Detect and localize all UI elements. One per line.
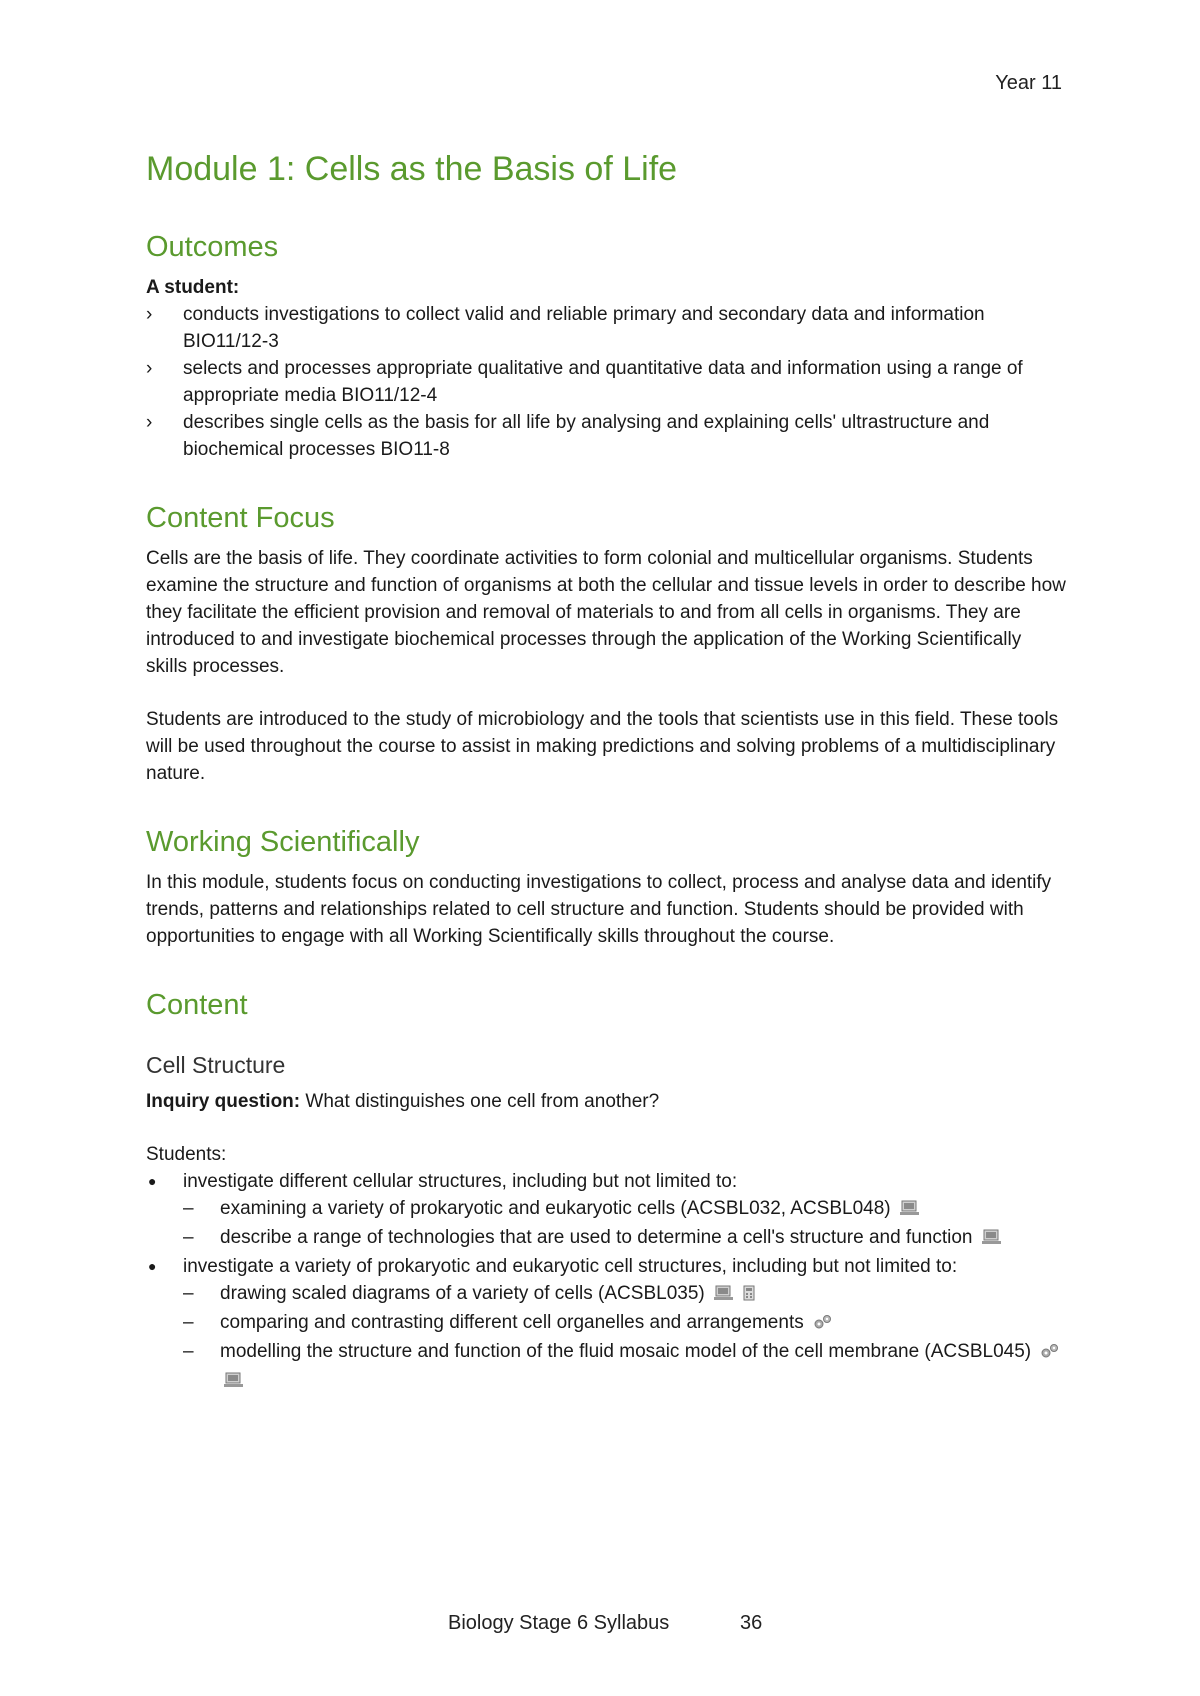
computer-icon — [714, 1282, 734, 1309]
content-sublist — [183, 1195, 1066, 1253]
outcome-text: describes single cells as the basis for all life by analysing and explaining cells' ultrastructure and biochemical processes BIO11-8 — [183, 412, 990, 460]
content-section — [146, 986, 1066, 1396]
calculator-icon — [743, 1282, 755, 1309]
inquiry-question — [146, 1088, 1066, 1115]
dash-bullet: – — [183, 1341, 194, 1362]
content-subitem-text: describe a range of technologies that are used to determine a cell's structure and function — [220, 1227, 973, 1248]
year-label: Year 11 — [995, 72, 1062, 94]
content-focus-heading: Content Focus — [146, 502, 335, 534]
page-number: 36 — [740, 1612, 763, 1634]
working-scientifically-heading: Working Scientifically — [146, 826, 420, 858]
outcome-text: selects and processes appropriate qualitative and quantitative data and information using a range of appropriate media BIO11/12-4 — [183, 358, 1023, 406]
content-item — [146, 1168, 1066, 1253]
working-scientifically-section — [146, 823, 1066, 950]
content-item-text: investigate different cellular structures, including but not limited to: — [183, 1171, 738, 1192]
computer-icon — [224, 1369, 244, 1396]
content-subitem — [183, 1195, 1066, 1224]
dot-bullet: ● — [148, 1173, 157, 1189]
inquiry-text: What distinguishes one cell from another? — [300, 1091, 660, 1112]
content-item-text: investigate a variety of prokaryotic and eukaryotic cell structures, including but not limited to: — [183, 1256, 958, 1277]
inquiry-label: Inquiry question: — [146, 1091, 301, 1112]
computer-icon — [900, 1197, 920, 1224]
gears-icon — [1040, 1340, 1060, 1367]
outcomes-section — [146, 228, 1066, 463]
working-scientifically-paragraph: In this module, students focus on conducting investigations to collect, process and analyse data and identify trends, patterns and relationships related to cell structure and function. Students should be provided with opportunities to engage with all Working Scientifically skills throughout the course. — [146, 872, 1052, 947]
computer-icon — [982, 1226, 1002, 1253]
gears-icon — [813, 1311, 833, 1338]
arrow-bullet: › — [146, 358, 153, 379]
content-list — [146, 1168, 1066, 1396]
outcome-item — [146, 355, 1066, 409]
students-label: Students: — [146, 1144, 227, 1165]
outcome-item — [146, 301, 1066, 355]
dash-bullet: – — [183, 1198, 194, 1219]
dash-bullet: – — [183, 1283, 194, 1304]
content-subitem-text: drawing scaled diagrams of a variety of cells (ACSBL035) — [220, 1283, 705, 1304]
arrow-bullet: › — [146, 412, 153, 433]
outcome-text: conducts investigations to collect valid and reliable primary and secondary data and information BIO11/12-3 — [183, 304, 985, 352]
outcome-item — [146, 409, 1066, 463]
outcomes-heading: Outcomes — [146, 231, 279, 263]
content-subitem — [183, 1224, 1066, 1253]
main-content — [146, 140, 1066, 1396]
content-subitem-text: examining a variety of prokaryotic and eukaryotic cells (ACSBL032, ACSBL048) — [220, 1198, 891, 1219]
content-focus-paragraph: Cells are the basis of life. They coordinate activities to form colonial and multicellular organisms. Students examine the structure and function of organisms at both the cellular and tissue levels in order to describe how they facilitate the efficient provision and removal of materials to and from all cells in organisms. They are introduced to and investigate biochemical processes through the application of the Working Scientifically skills processes. — [146, 548, 1066, 677]
arrow-bullet: › — [146, 304, 153, 325]
content-subitem-text: comparing and contrasting different cell organelles and arrangements — [220, 1312, 804, 1333]
content-subitem — [183, 1280, 1066, 1309]
dash-bullet: – — [183, 1227, 194, 1248]
content-focus-section — [146, 499, 1066, 787]
dash-bullet: – — [183, 1312, 194, 1333]
content-sublist — [183, 1280, 1066, 1396]
outcomes-intro: A student: — [146, 277, 240, 298]
module-title: Module 1: Cells as the Basis of Life — [146, 150, 678, 188]
content-focus-paragraph: Students are introduced to the study of microbiology and the tools that scientists use in this field. These tools will be used throughout the course to assist in making predictions and solving problems of a multidisciplinary nature. — [146, 709, 1059, 784]
cell-structure-subheading: Cell Structure — [146, 1052, 286, 1078]
footer-title: Biology Stage 6 Syllabus — [448, 1612, 670, 1634]
content-subitem-text: modelling the structure and function of the fluid mosaic model of the cell membrane (ACSBL045) — [220, 1341, 1032, 1362]
dot-bullet: ● — [148, 1258, 157, 1274]
content-heading: Content — [146, 989, 248, 1021]
content-item — [146, 1253, 1066, 1396]
content-subitem — [183, 1338, 1066, 1396]
outcomes-list — [146, 301, 1066, 463]
content-subitem — [183, 1309, 1066, 1338]
